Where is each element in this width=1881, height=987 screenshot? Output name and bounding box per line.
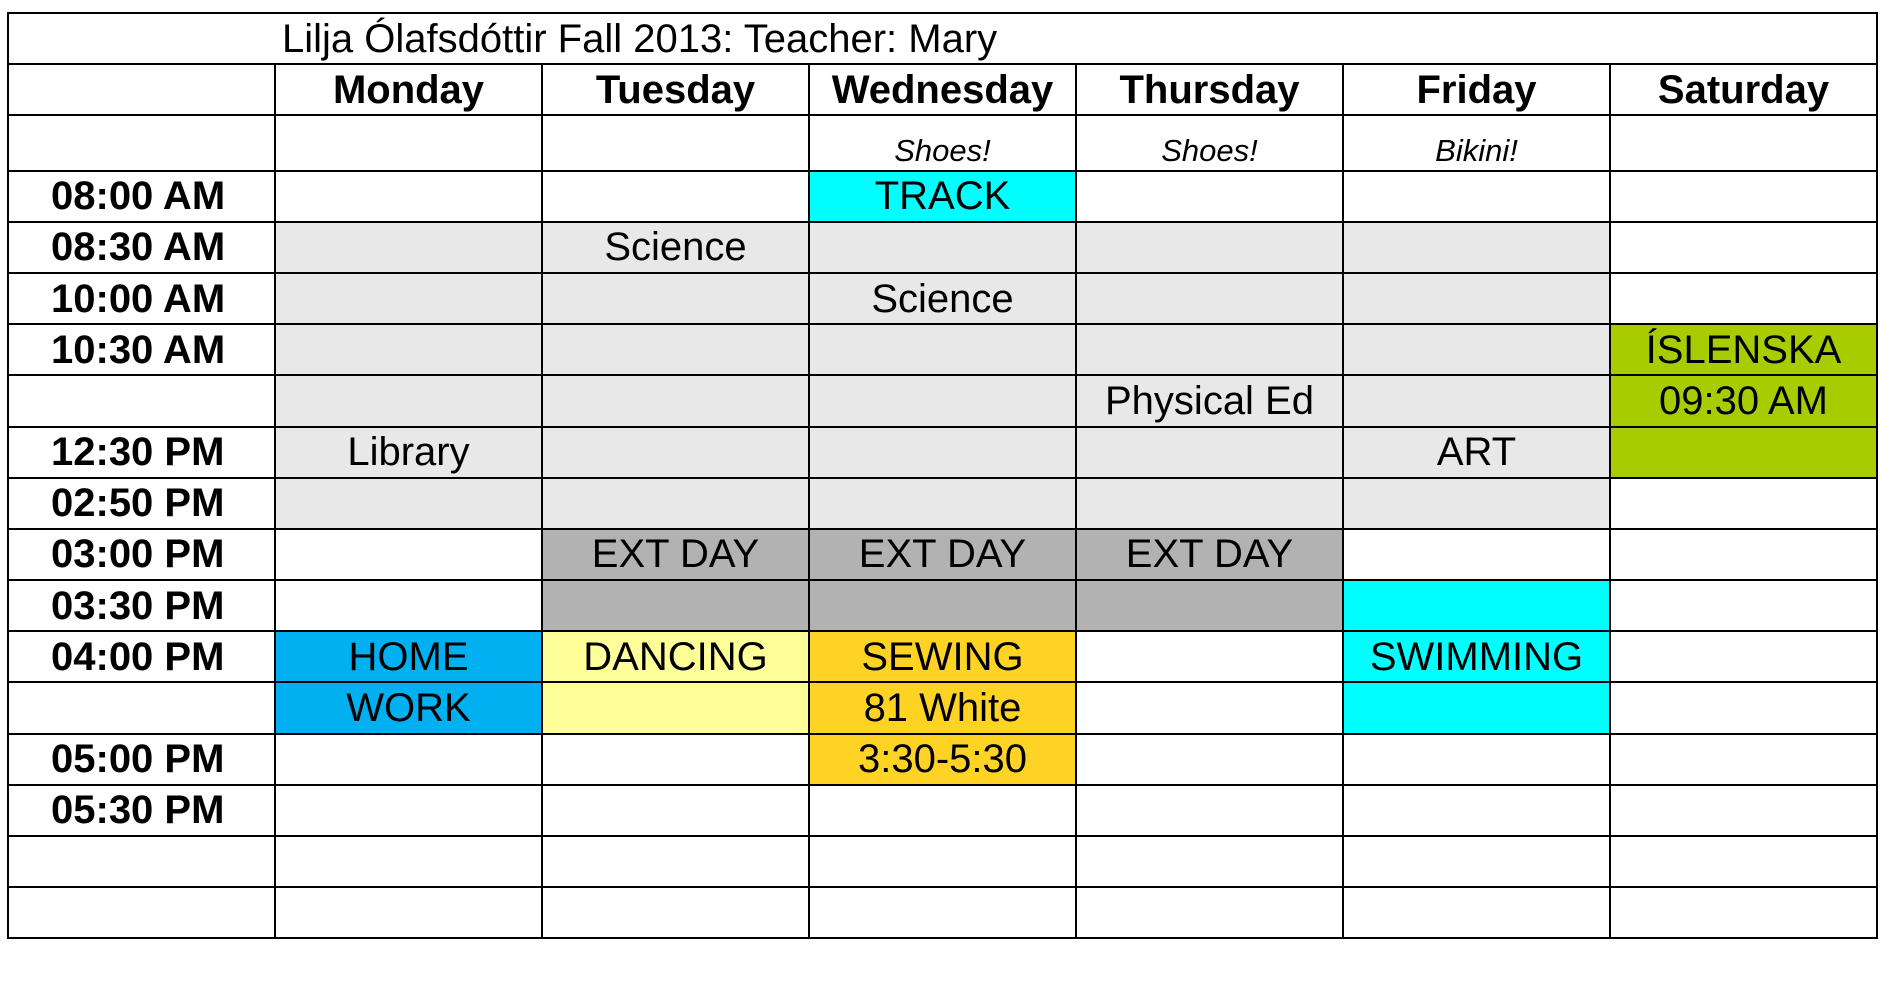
- time-label: 03:00 PM: [8, 529, 275, 580]
- schedule-cell: [1343, 836, 1610, 887]
- schedule-table: [7, 12, 1878, 939]
- schedule-cell: [1610, 580, 1877, 631]
- school-cell: [1076, 324, 1343, 375]
- schedule-cell: [809, 836, 1076, 887]
- event-track: TRACK: [809, 171, 1076, 222]
- time-label: [8, 836, 275, 887]
- schedule-cell: Bikini!: [1343, 115, 1610, 170]
- schedule-cell: [1610, 836, 1877, 887]
- event-sewing-time: 3:30-5:30: [809, 734, 1076, 785]
- schedule-row: [8, 427, 1877, 478]
- time-label: 03:30 PM: [8, 580, 275, 631]
- event-swimming: [1343, 580, 1610, 631]
- time-label: 04:00 PM: [8, 631, 275, 682]
- schedule-row: [8, 887, 1877, 938]
- schedule-cell: [275, 580, 542, 631]
- school-cell: [1343, 478, 1610, 529]
- event-islenska: ÍSLENSKA: [1610, 324, 1877, 375]
- schedule-row: [8, 836, 1877, 887]
- schedule-cell: [1610, 529, 1877, 580]
- schedule-cell: [809, 785, 1076, 836]
- school-cell: [1343, 375, 1610, 426]
- schedule-row: [8, 273, 1877, 324]
- event-library: Library: [275, 427, 542, 478]
- schedule-title: Lilja Ólafsdóttir Fall 2013: Teacher: Mary: [8, 13, 1877, 64]
- event-dancing: [542, 682, 809, 733]
- time-label: 10:00 AM: [8, 273, 275, 324]
- day-header-thursday: Thursday: [1076, 64, 1343, 115]
- event-ext-day: EXT DAY: [542, 529, 809, 580]
- schedule-cell: [275, 171, 542, 222]
- schedule-row: [8, 682, 1877, 733]
- schedule-cell: [1610, 222, 1877, 273]
- schedule-cell: [1610, 887, 1877, 938]
- day-header-friday: Friday: [1343, 64, 1610, 115]
- schedule-cell: [1343, 887, 1610, 938]
- schedule-cell: [1610, 478, 1877, 529]
- event-islenska: [1610, 427, 1877, 478]
- school-cell: [809, 324, 1076, 375]
- time-label: [8, 115, 275, 170]
- school-cell: [542, 324, 809, 375]
- schedule-row: [8, 478, 1877, 529]
- schedule-cell: [1343, 529, 1610, 580]
- event-swimming: SWIMMING: [1343, 631, 1610, 682]
- schedule-cell: [1610, 734, 1877, 785]
- event-sewing: SEWING: [809, 631, 1076, 682]
- event-ext-day: [1076, 580, 1343, 631]
- schedule-cell: [1076, 785, 1343, 836]
- schedule-cell: [1610, 115, 1877, 170]
- school-cell: [275, 222, 542, 273]
- time-label: 05:00 PM: [8, 734, 275, 785]
- school-cell: [542, 375, 809, 426]
- time-label: 02:50 PM: [8, 478, 275, 529]
- schedule-cell: [1076, 836, 1343, 887]
- schedule-cell: [542, 734, 809, 785]
- schedule-row: [8, 171, 1877, 222]
- time-label: [8, 887, 275, 938]
- schedule-cell: [275, 115, 542, 170]
- schedule-row: [8, 115, 1877, 170]
- schedule-cell: Shoes!: [809, 115, 1076, 170]
- event-ext-day: [809, 580, 1076, 631]
- school-cell: [275, 273, 542, 324]
- schedule-cell: [542, 785, 809, 836]
- time-label: 08:00 AM: [8, 171, 275, 222]
- event-swimming: [1343, 682, 1610, 733]
- day-header-monday: Monday: [275, 64, 542, 115]
- schedule-cell: [1343, 734, 1610, 785]
- event-home-work: HOME: [275, 631, 542, 682]
- event-physical-ed: Physical Ed: [1076, 375, 1343, 426]
- school-cell: [1076, 478, 1343, 529]
- day-header-row: [8, 64, 1877, 115]
- event-islenska-time: 09:30 AM: [1610, 375, 1877, 426]
- event-ext-day: EXT DAY: [1076, 529, 1343, 580]
- time-label: 08:30 AM: [8, 222, 275, 273]
- schedule-cell: [1610, 273, 1877, 324]
- schedule-row: [8, 529, 1877, 580]
- corner-cell: [8, 64, 275, 115]
- schedule-cell: [275, 734, 542, 785]
- schedule-row: [8, 324, 1877, 375]
- schedule-cell: Shoes!: [1076, 115, 1343, 170]
- event-dancing: DANCING: [542, 631, 809, 682]
- school-cell: [1343, 324, 1610, 375]
- schedule-cell: [1343, 171, 1610, 222]
- schedule-cell: [542, 171, 809, 222]
- day-header-saturday: Saturday: [1610, 64, 1877, 115]
- day-header-tuesday: Tuesday: [542, 64, 809, 115]
- school-cell: [809, 478, 1076, 529]
- school-cell: [809, 375, 1076, 426]
- event-home-work: WORK: [275, 682, 542, 733]
- event-sewing-location: 81 White: [809, 682, 1076, 733]
- schedule-cell: [1076, 734, 1343, 785]
- event-science: Science: [809, 273, 1076, 324]
- schedule-row: [8, 631, 1877, 682]
- event-science: Science: [542, 222, 809, 273]
- school-cell: [1076, 273, 1343, 324]
- schedule-row: [8, 375, 1877, 426]
- school-cell: [275, 324, 542, 375]
- schedule-cell: [1076, 631, 1343, 682]
- school-cell: [1076, 222, 1343, 273]
- school-cell: [275, 375, 542, 426]
- schedule-cell: [1076, 887, 1343, 938]
- schedule-cell: [1610, 631, 1877, 682]
- schedule-row: [8, 734, 1877, 785]
- time-label: 10:30 AM: [8, 324, 275, 375]
- schedule-cell: [275, 529, 542, 580]
- schedule-cell: [1076, 171, 1343, 222]
- day-header-wednesday: Wednesday: [809, 64, 1076, 115]
- school-cell: [1076, 427, 1343, 478]
- school-cell: [542, 478, 809, 529]
- event-ext-day: EXT DAY: [809, 529, 1076, 580]
- time-label: [8, 375, 275, 426]
- schedule-cell: [1343, 785, 1610, 836]
- schedule-cell: [1610, 682, 1877, 733]
- event-art: ART: [1343, 427, 1610, 478]
- schedule-cell: [542, 887, 809, 938]
- schedule-cell: [275, 887, 542, 938]
- event-ext-day: [542, 580, 809, 631]
- school-cell: [542, 427, 809, 478]
- school-cell: [809, 427, 1076, 478]
- schedule-row: [8, 580, 1877, 631]
- schedule-cell: [542, 836, 809, 887]
- title-row: [8, 13, 1877, 64]
- schedule-cell: [1076, 682, 1343, 733]
- time-label: 12:30 PM: [8, 427, 275, 478]
- school-cell: [1343, 222, 1610, 273]
- schedule-cell: [1610, 171, 1877, 222]
- schedule-cell: [275, 785, 542, 836]
- school-cell: [542, 273, 809, 324]
- schedule-cell: [1610, 785, 1877, 836]
- school-cell: [275, 478, 542, 529]
- schedule-cell: [542, 115, 809, 170]
- school-cell: [809, 222, 1076, 273]
- time-label: 05:30 PM: [8, 785, 275, 836]
- time-label: [8, 682, 275, 733]
- school-cell: [1343, 273, 1610, 324]
- schedule-cell: [275, 836, 542, 887]
- schedule-row: [8, 222, 1877, 273]
- schedule-row: [8, 785, 1877, 836]
- schedule-cell: [809, 887, 1076, 938]
